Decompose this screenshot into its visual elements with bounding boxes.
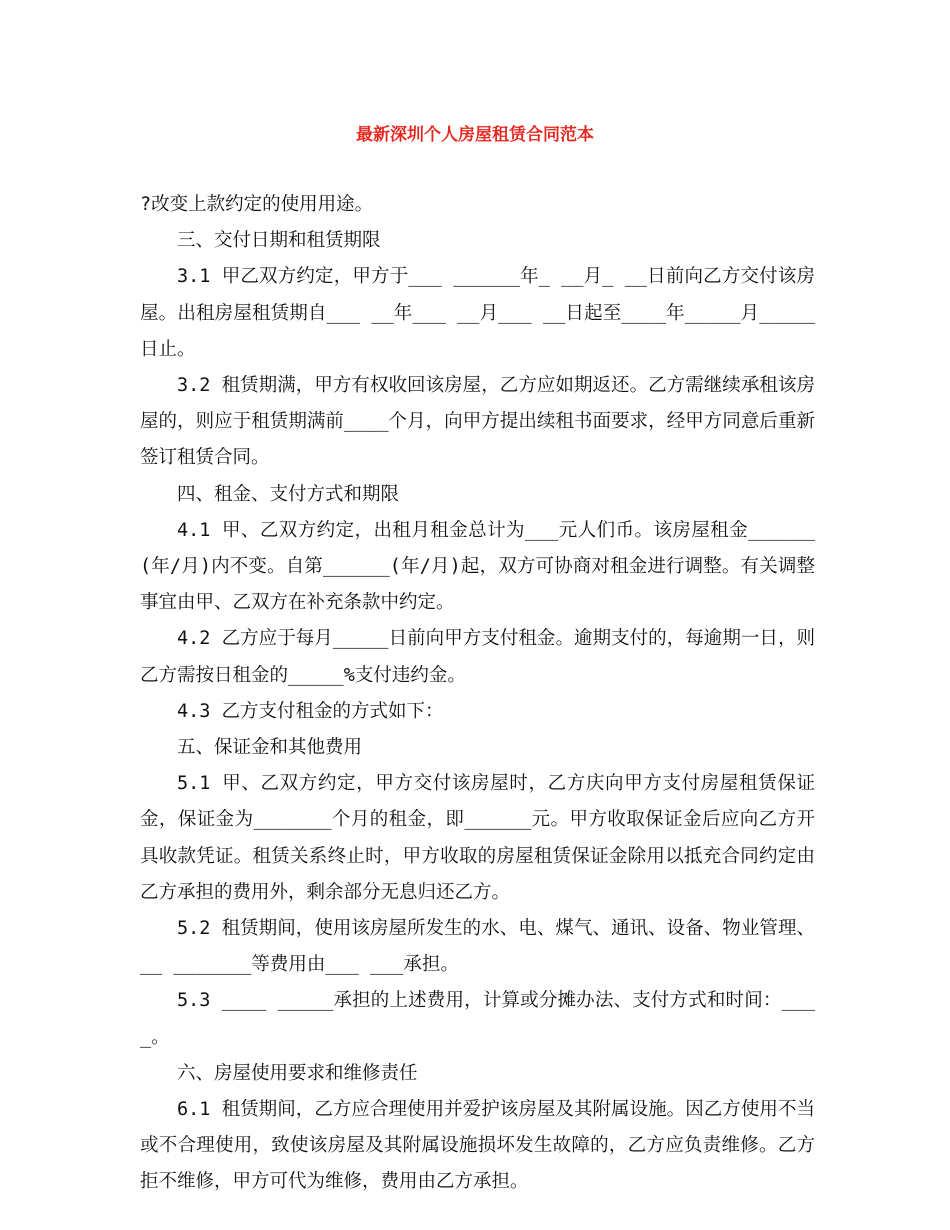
clause-5-2: 5.2 租赁期间，使用该房屋所发生的水、电、煤气、通讯、设备、物业管理、__ _______等费用由___ ___承担。 [140,918,815,976]
paragraph-continuation: ?改变上款约定的使用用途。 [140,194,374,215]
clause-4-2: 4.2 乙方应于每月_____日前向甲方支付租金。逾期支付的，每逾期一日，则乙方需按日租金的_____%支付违约金。 [140,628,815,686]
clause-6-1: 6.1 租赁期间，乙方应合理使用并爱护该房屋及其附属设施。因乙方使用不当或不合理使用，致使该房屋及其附属设施损坏发生故障的，乙方应负责维修。乙方拒不维修，甲方可代为维修，费用由乙方承担。 [140,1099,815,1193]
section-heading-3: 三、交付日期和租赁期限 [177,230,381,252]
section-heading-4: 四、租金、支付方式和期限 [177,483,400,505]
section-heading-5: 五、保证金和其他费用 [177,737,363,759]
document-body [140,187,827,1201]
clause-3-2: 3.2 租赁期满，甲方有权收回该房屋，乙方应如期返还。乙方需继续承租该房屋的，则应于租赁期满前____个月，向甲方提出续租书面要求，经甲方同意后重新签订租赁合同。 [140,375,815,469]
clause-5-3: 5.3 ____ _____承担的上述费用，计算或分摊办法、支付方式和时间：___ _。 [140,990,827,1048]
clause-5-1: 5.1 甲、乙双方约定，甲方交付该房屋时，乙方庆向甲方支付房屋租赁保证金，保证金为_______个月的租金，即______元。甲方收取保证金后应向乙方开具收款凭证。租赁关系终止时，甲方收取的房屋租赁保证金除用以抵充合同约定由乙方承担的费用外，剩余部分无息归还乙方。 [140,773,815,903]
section-heading-6: 六、房屋使用要求和维修责任 [177,1062,418,1084]
clause-3-1: 3.1 甲乙双方约定，甲方于___ ______年_ __月_ __日前向乙方交付该房屋。出租房屋租赁期自___ __年___ __月___ __日起至____年_____月_____日止。 [140,266,815,360]
document-title: 最新深圳个人房屋租赁合同范本 [356,125,594,145]
clause-4-1: 4.1 甲、乙双方约定，出租月租金总计为___元人们币。该房屋租金______(年/月)内不变。自第______(年/月)起，双方可协商对租金进行调整。有关调整事宜由甲、乙双方在补充条款中约定。 [140,519,815,614]
clause-4-3: 4.3 乙方支付租金的方式如下： [177,700,444,722]
